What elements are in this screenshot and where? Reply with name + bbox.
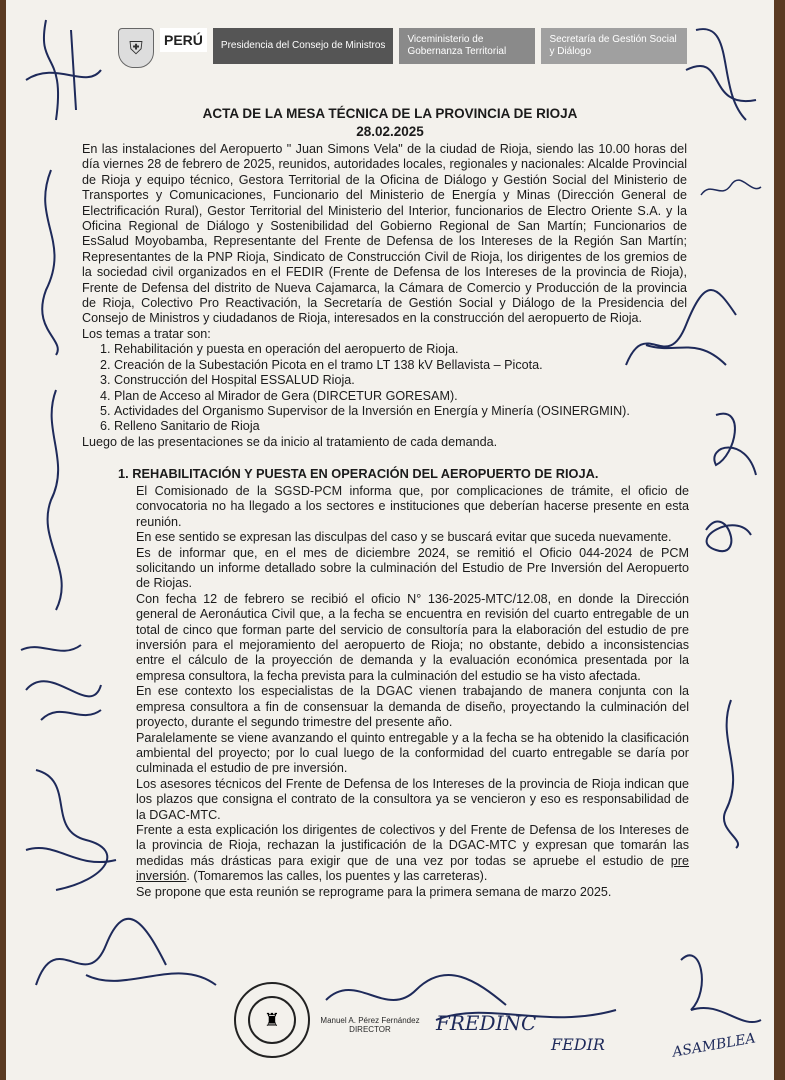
- paragraph: [136, 823, 689, 885]
- signature-right-1: [696, 175, 766, 205]
- paragraph: Se propone que esta reunión se reprograme para la primera semana de marzo 2025.: [136, 884, 612, 899]
- letterhead-pcm: Presidencia del Consejo de Ministros: [213, 28, 394, 64]
- letterhead: [118, 28, 687, 68]
- paragraph: Es de informar que, en el mes de diciembre 2024, se remitió el Oficio 044-2024 de PCM solicitando un informe detallado sobre la culminación del Estudio de Pre Inversión del Aeropuerto de Riojas.: [136, 545, 689, 591]
- topic-item: 4. Plan de Acceso al Mirador de Gera (DIRCETUR GORESAM).: [114, 389, 687, 404]
- signature-top-left: [16, 10, 106, 130]
- coat-of-arms-icon: ⛨: [118, 28, 154, 68]
- seal-emblem-icon: ♜: [248, 996, 296, 1044]
- topic-item: 1. Rehabilitación y puesta en operación del aeropuerto de Rioja.: [114, 342, 687, 357]
- section-1-body: [136, 484, 689, 900]
- document-page: [6, 0, 774, 1080]
- signature-left-2: [26, 380, 86, 620]
- underlined-text: pre inversión: [136, 853, 689, 884]
- signature-top-right: [676, 10, 766, 130]
- document-body: [82, 142, 687, 450]
- topic-item: 6. Relleno Sanitario de Rioja: [114, 419, 687, 434]
- paragraph: En ese sentido se expresan las disculpas del caso y se buscará evitar que suceda nuevamente.: [136, 530, 672, 545]
- topics-intro: Los temas a tratar son:: [82, 326, 211, 341]
- signature-fedir: FEDIR: [551, 1035, 605, 1054]
- paragraph: Paralelamente se viene avanzando el quinto entregable y a la fecha se ha obtenido la clasificación ambiental del proyecto; por lo cual luego de la conformidad del cuarto entregable se daría por culminada el estudio de pre inversión.: [136, 730, 689, 776]
- signature-bottom-center: [316, 960, 646, 1060]
- stamp-caption: [320, 1016, 420, 1034]
- topic-item: 3. Construcción del Hospital ESSALUD Rioja.: [114, 373, 687, 388]
- paragraph: Los asesores técnicos del Frente de Defensa de los Intereses de la provincia de Rioja indican que los plazos que consigna el contrato de la consultora ya se vencieron y eso es responsabilidad de la DGAC-MTC.: [136, 776, 689, 822]
- after-topics: Luego de las presentaciones se da inicio al tratamiento de cada demanda.: [82, 434, 498, 449]
- signature-bottom-right: [661, 930, 771, 1070]
- intro-paragraph: En las instalaciones del Aeropuerto " Juan Simons Vela" de la ciudad de Rioja, siendo las 10.00 horas del día viernes 28 de febrero de 2025, reunidos, autoridades locales, regionales y nacionales: Alcalde Provincial de Rioja y equipo técnico, Gestora Territorial de la Oficina de Diálogo y Gestión Social del Ministerio de Transportes y Comunicaciones, Funcionario del Ministerio de Energía y Minas (Dirección General de Electrificación Rural), Gestor Territorial del Ministerio del Interior, funcionarios de Electro Oriente S.A. y la Oficina Regional de Diálogo y Sostenibilidad del Gobierno Regional de San Martín; Funcionarios de EsSalud Moyobamba, Representante del Frente de Defensa de los Intereses de la Región San Martín; Representantes de la PNP Rioja, Sindicato de Construcción Civil de Rioja, los dirigentes de los gremios de la sociedad civil organizados en el FEDIR (Frente de Defensa de los Intereses de la provincia de Rioja), Frente de Defensa del distrito de Nueva Cajamarca, la Cámara de Comercio y Producción de la provincia de Rioja, Colectivo Pro Reactivación, la Secretaría de Gestión Social y Diálogo de la Presidencia del Consejo de Ministros y ciudadanos de Rioja, interesados en la construcción del aeropuerto de Rioja.: [82, 142, 687, 326]
- paragraph-text: Frente a esta explicación los dirigentes de colectivos y del Frente de Defensa de los Intereses de la provincia de Rioja, rechazan la justificación de la DGAC-MTC y expresan que tomarán las medidas más drásticas para exigir que de una vez por todas se apruebe el estudio de: [136, 822, 689, 868]
- paragraph: Con fecha 12 de febrero se recibió el oficio N° 136-2025-MTC/12.08, en donde la Dirección general de Aeronáutica Civil que, a la fecha se encuentra en revisión del cuarto entregable de un total de cinco que forman parte del servicio de consultoría para la elaboración del estudio de pre inversión para el mejoramiento del aeropuerto de Rioja; no obstante, debido a inconsistencias entre el cálculo de la proyección de demanda y la evaluación económica presentada por la empresa consultora, la fecha prevista para la culminación del estudio se ha visto afectada.: [136, 591, 689, 683]
- stamp-name: Manuel A. Pérez Fernández: [320, 1016, 420, 1025]
- section-1-title: 1. REHABILITACIÓN Y PUESTA EN OPERACIÓN DEL AEROPUERTO DE RIOJA.: [118, 466, 599, 481]
- signature-right-2: [606, 275, 746, 395]
- signature-asamblea: ASAMBLEA: [671, 1030, 757, 1061]
- signature-bottom-left: [26, 905, 226, 1015]
- signature-fredinc: FREDINC: [436, 1011, 537, 1035]
- signature-left-3: [11, 630, 111, 730]
- official-seal: [234, 982, 310, 1058]
- topic-item: 2. Creación de la Subestación Picota en el tramo LT 138 kV Bellavista – Picota.: [114, 358, 687, 373]
- signature-right-3: [696, 395, 766, 485]
- document-date: 28.02.2025: [356, 124, 424, 139]
- paragraph-text: . (Tomaremos las calles, los puentes y las carreteras).: [186, 869, 488, 884]
- signature-right-4: [696, 500, 756, 560]
- letterhead-secretaria: Secretaría de Gestión Social y Diálogo: [541, 28, 687, 64]
- signature-right-5: [706, 690, 761, 850]
- stamp-role: DIRECTOR: [349, 1025, 391, 1034]
- paragraph: El Comisionado de la SGSD-PCM informa que, por complicaciones de trámite, el oficio de convocatoria no ha llegado a los sectores e instituciones que deberían hacerse presente en esta reunión.: [136, 484, 689, 529]
- topics-list: [82, 342, 687, 434]
- topic-item: 5. Actividades del Organismo Supervisor de la Inversión en Energía y Minería (OSINERGMIN).: [114, 404, 687, 419]
- paragraph: En ese contexto los especialistas de la DGAC vienen trabajando de manera conjunta con la empresa consultora a fin de consensuar la demanda de diseño, proyectando la culminación del proyecto, durante el segundo trimestre del presente año.: [136, 684, 689, 730]
- signature-left-1: [21, 160, 81, 360]
- letterhead-country: PERÚ: [160, 28, 207, 52]
- signature-left-4: [16, 750, 126, 900]
- letterhead-viceministerio: Viceministerio de Gobernanza Territorial: [399, 28, 535, 64]
- document-title: ACTA DE LA MESA TÉCNICA DE LA PROVINCIA DE RIOJA: [202, 106, 578, 121]
